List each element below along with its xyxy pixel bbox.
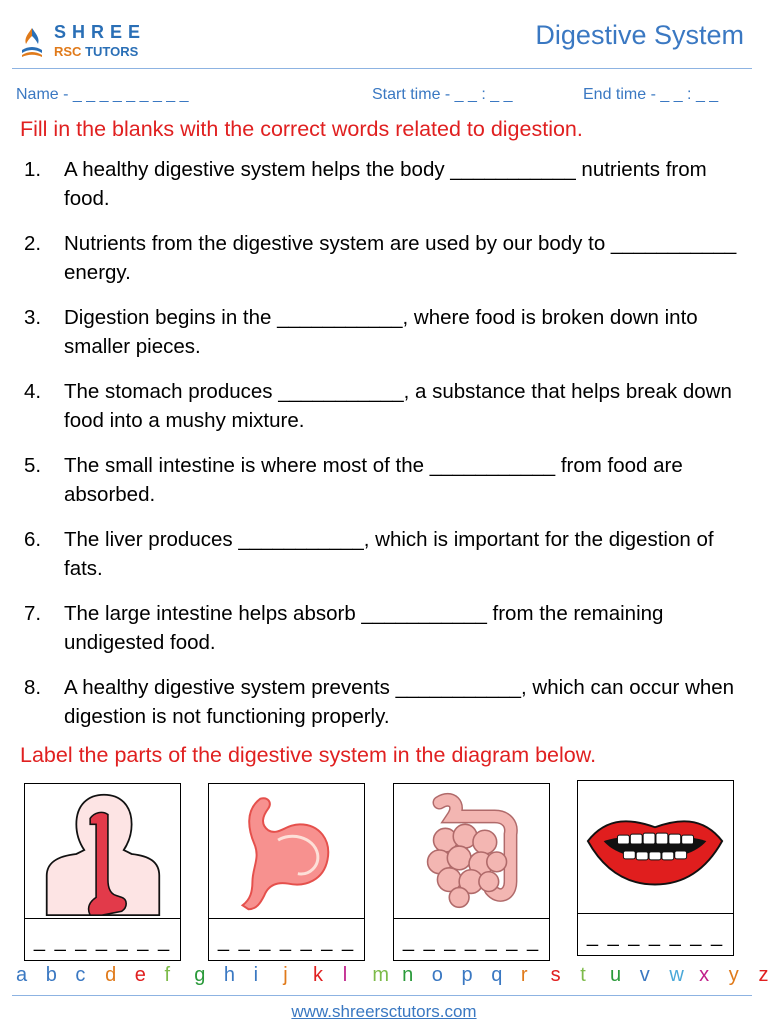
- logo-text-rsc: RSC: [54, 44, 82, 59]
- answer-line-divider: [25, 918, 180, 919]
- name-field: Name - _ _ _ _ _ _ _ _ _: [16, 86, 189, 103]
- stomach-icon: [209, 784, 364, 918]
- question-text: The small intestine is where most of the ___________ from food are absorbed.: [64, 454, 683, 506]
- alphabet-letter: z: [758, 964, 768, 986]
- question-text: Digestion begins in the ___________, where food is broken down into smaller pieces.: [64, 306, 698, 358]
- alphabet-letter: y: [728, 964, 739, 986]
- answer-blank: _ _ _ _ _ _ _: [402, 930, 541, 952]
- diagram-box-stomach: [208, 783, 365, 961]
- alphabet-letter: w: [669, 964, 684, 986]
- diagram-box-mouth: [577, 780, 734, 956]
- answer-line-divider: [394, 918, 549, 919]
- start-time-field: Start time - _ _ : _ _: [372, 86, 513, 103]
- question-number: 4.: [24, 380, 42, 403]
- question-text: The large intestine helps absorb ___________ from the remaining undigested food.: [64, 602, 664, 654]
- question-text: The stomach produces ___________, a substance that helps break down food into a mushy mixture.: [64, 380, 732, 432]
- alphabet-strip: [14, 964, 768, 992]
- alphabet-letter: n: [402, 964, 414, 986]
- footer-divider: [12, 995, 752, 996]
- answer-blank: _ _ _ _ _ _ _: [586, 925, 725, 947]
- alphabet-letter: a: [16, 964, 28, 986]
- end-time-field: End time - _ _ : _ _: [583, 86, 719, 103]
- alphabet-letter: q: [491, 964, 503, 986]
- question-number: 2.: [24, 232, 42, 255]
- logo-text-tutors: TUTORS: [81, 44, 139, 59]
- alphabet-letter: r: [520, 964, 528, 986]
- question-number: 6.: [24, 528, 42, 551]
- alphabet-letter: o: [431, 964, 443, 986]
- answer-line-divider: [578, 913, 733, 914]
- alphabet-letter: i: [253, 964, 259, 986]
- answer-blank: _ _ _ _ _ _ _: [33, 930, 172, 952]
- question-text: A healthy digestive system prevents ___________, which can occur when digestion is not functioning properly.: [64, 676, 735, 728]
- page-title: Digestive System: [535, 20, 744, 50]
- alphabet-letter: x: [699, 964, 710, 986]
- question-number: 1.: [24, 158, 42, 181]
- alphabet-letter: m: [372, 964, 390, 986]
- question-text: The liver produces ___________, which is important for the digestion of fats.: [64, 528, 714, 580]
- question-number: 3.: [24, 306, 42, 329]
- alphabet-letter: j: [283, 964, 288, 986]
- intestines-icon: [394, 784, 549, 918]
- alphabet-letter: g: [194, 964, 206, 986]
- diagram-box-intestines: [393, 783, 550, 961]
- website-link[interactable]: www.shreersctutors.com: [291, 1002, 477, 1021]
- question-number: 7.: [24, 602, 42, 625]
- fill-blanks-instruction: Fill in the blanks with the correct words related to digestion.: [20, 117, 583, 141]
- alphabet-letter: h: [223, 964, 236, 986]
- label-parts-instruction: Label the parts of the digestive system in the diagram below.: [20, 743, 597, 767]
- question-number: 8.: [24, 676, 42, 699]
- logo: [14, 20, 154, 64]
- alphabet-letter: b: [45, 964, 57, 986]
- alphabet-letter: l: [342, 964, 348, 986]
- alphabet-letter: p: [461, 964, 473, 986]
- alphabet-letter: v: [639, 964, 650, 986]
- question-text: Nutrients from the digestive system are used by our body to ___________ energy.: [64, 232, 737, 284]
- alphabet-letter: s: [550, 964, 561, 986]
- mouth-icon: [578, 781, 733, 913]
- page-header: [0, 0, 768, 70]
- alphabet-letter: k: [313, 964, 323, 986]
- question-text: A healthy digestive system helps the body ___________ nutrients from food.: [64, 158, 707, 210]
- logo-icon: [18, 24, 46, 60]
- alphabet-letter: c: [75, 964, 86, 986]
- answer-line-divider: [209, 918, 364, 919]
- alphabet-letter: d: [105, 964, 117, 986]
- alphabet-letter: u: [610, 964, 622, 986]
- alphabet-letter: f: [164, 964, 171, 986]
- diagram-box-esophagus: [24, 783, 181, 961]
- header-divider: [12, 68, 752, 69]
- logo-text-shree: SHREE: [54, 22, 147, 42]
- question-number: 5.: [24, 454, 42, 477]
- answer-blank: _ _ _ _ _ _ _: [217, 930, 356, 952]
- esophagus-icon: [25, 784, 180, 918]
- alphabet-letter: e: [134, 964, 146, 986]
- alphabet-letter: t: [580, 964, 586, 986]
- logo-text-rsc-tutors: [54, 44, 138, 59]
